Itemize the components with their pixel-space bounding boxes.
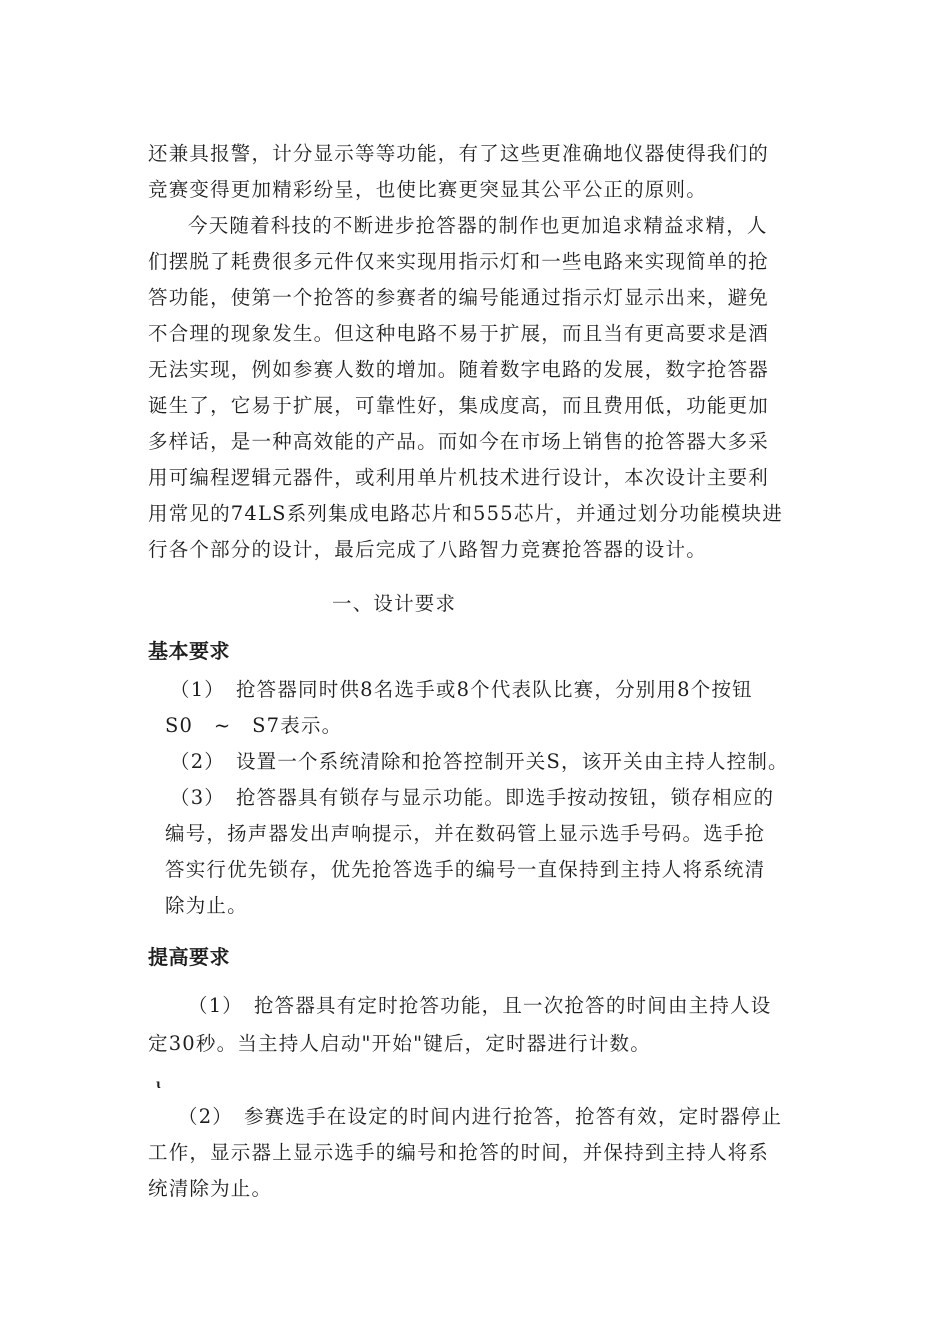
paragraph-line: 用可编程逻辑元器件，或利用单片机技术进行设计，本次设计主要利 xyxy=(148,466,770,489)
advanced-item1-line: （1） 抢答器具有定时抢答功能，且一次抢答的时间由主持人设 xyxy=(188,994,772,1017)
paragraph-line: 用常见的74LS系列集成电路芯片和555芯片，并通过划分功能模块进 xyxy=(148,502,783,525)
advanced-item1-line: 定30秒。当主持人启动"开始"键后，定时器进行计数。 xyxy=(148,1032,651,1055)
paragraph-line: 今天随着科技的不断进步抢答器的制作也更加追求精益求精，人 xyxy=(188,214,768,237)
paragraph-line: 们摆脱了耗费很多元件仅来实现用指示灯和一些电路来实现简单的抢 xyxy=(148,250,770,273)
paragraph-line: 多样话，是一种高效能的产品。而如今在市场上销售的抢答器大多采 xyxy=(148,430,770,453)
basic-line: （1） 抢答器同时供8名选手或8个代表队比赛，分别用8个按钮 xyxy=(170,678,753,701)
section-title: 一、设计要求 xyxy=(332,592,457,615)
stray-mark: ɩ xyxy=(156,1077,161,1091)
basic-line: 答实行优先锁存，优先抢答选手的编号一直保持到主持人将系统清 xyxy=(165,858,766,881)
advanced-item2-line: （2） 参赛选手在设定的时间内进行抢答，抢答有效，定时器停止 xyxy=(178,1105,783,1128)
paragraph-line: 行各个部分的设计，最后完成了八路智力竞赛抢答器的设计。 xyxy=(148,538,707,561)
paragraph-line: 无法实现，例如参赛人数的增加。随着数字电路的发展，数字抢答器 xyxy=(148,358,770,381)
paragraph-line: 答功能，使第一个抢答的参赛者的编号能通过指示灯显示出来，避免 xyxy=(148,286,770,309)
basic-line: 编号，扬声器发出声响提示，并在数码管上显示选手号码。选手抢 xyxy=(165,822,766,845)
advanced-requirements-heading: 提高要求 xyxy=(148,945,230,969)
basic-line: 除为止。 xyxy=(165,894,248,917)
intro-line-2: 竞赛变得更加精彩纷呈，也使比赛更突显其公平公正的原则。 xyxy=(148,178,707,201)
advanced-item2-line: 统清除为止。 xyxy=(148,1177,273,1200)
basic-requirements-heading: 基本要求 xyxy=(148,639,230,663)
basic-line: （2） 设置一个系统清除和抢答控制开关S，该开关由主持人控制。 xyxy=(170,750,789,773)
intro-line-1: 还兼具报警，计分显示等等功能，有了这些更准确地仪器使得我们的 xyxy=(148,142,770,165)
basic-line: S0 ~ S7表示。 xyxy=(165,714,343,737)
paragraph-line: 不合理的现象发生。但这种电路不易于扩展，而且当有更高要求是酒 xyxy=(148,322,770,345)
basic-line: （3） 抢答器具有锁存与显示功能。即选手按动按钮，锁存相应的 xyxy=(170,786,775,809)
advanced-item2-line: 工作，显示器上显示选手的编号和抢答的时间，并保持到主持人将系 xyxy=(148,1141,770,1164)
paragraph-line: 诞生了，它易于扩展，可靠性好，集成度高，而且费用低，功能更加 xyxy=(148,394,770,417)
